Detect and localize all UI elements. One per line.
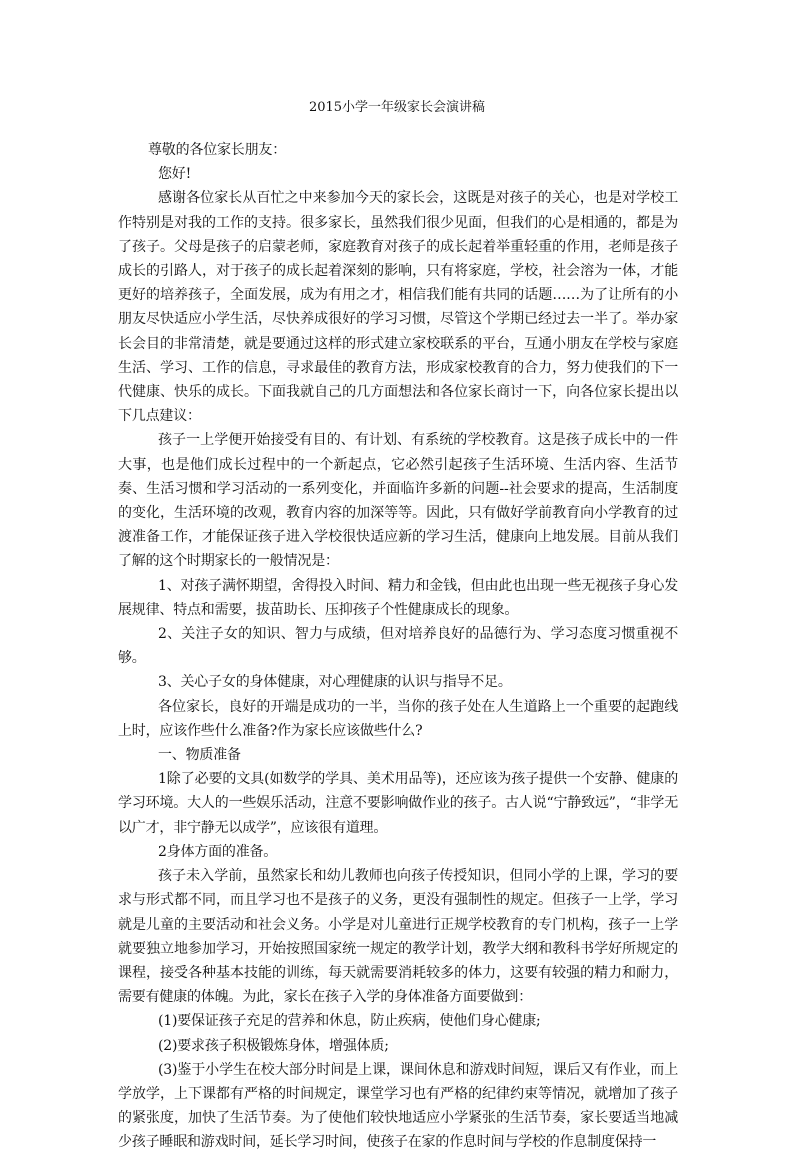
section-heading: 一、物质准备 bbox=[158, 747, 241, 764]
paragraph: 1除了必要的文具(如数学的学具、美术用品等)，还应该为孩子提供一个安静、健康的学习环境。大人的一些娱乐活动，注意不要影响做作业的孩子。古人说“宁静致远”，“非学无以广才，非宁静无以成学”，应该很有道理。 bbox=[118, 771, 678, 836]
list-item: (3)鉴于小学生在校大部分时间是上课，课间休息和游戏时间短，课后又有作业，而上学放学，上下课都有严格的时间规定，课堂学习也有严格的纪律约束等情况，就增加了孩子的紧张度，加快了生活节奏。为了使他们较快地适应小学紧张的生活节奏，家长要适当地减少孩子睡眠和游戏时间，延长学习时间，使孩子在家的作息时间与学校的作息制度保持一 bbox=[118, 1061, 678, 1151]
salutation: 尊敬的各位家长朋友： bbox=[148, 142, 286, 158]
paragraph: 各位家长，良好的开端是成功的一半，当你的孩子处在人生道路上一个重要的起跑线上时，应该作些什么准备?作为家长应该做些什么? bbox=[118, 698, 678, 739]
paragraph: 孩子一上学便开始接受有目的、有计划、有系统的学校教育。这是孩子成长中的一件大事，也是他们成长过程中的一个新起点，它必然引起孩子生活环境、生活内容、生活节奏、生活习惯和学习活动的一系列变化，并面临许多新的问题--社会要求的提高，生活制度的变化，生活环境的改观，教育内容的加深等等。因此，只有做好学前教育向小学教育的过渡准备工作，才能保证孩子进入学校很快适应新的学习生活，健康向上地发展。目前从我们了解的这个时期家长的一般情况是： bbox=[118, 432, 678, 570]
list-item: 2、关注子女的知识、智力与成绩，但对培养良好的品德行为、学习态度习惯重视不够。 bbox=[118, 626, 678, 667]
subsection-heading: 2身体方面的准备。 bbox=[158, 843, 278, 860]
list-item: 3、关心子女的身体健康，对心理健康的认识与指导不足。 bbox=[158, 674, 512, 691]
document-title: 2015小学一年级家长会演讲稿 bbox=[308, 100, 486, 115]
list-item: (1)要保证孩子充足的营养和休息，防止疾病，使他们身心健康; bbox=[158, 1013, 541, 1030]
list-item: (2)要求孩子积极锻炼身体，增强体质; bbox=[158, 1037, 389, 1054]
list-item: 1、对孩子满怀期望，舍得投入时间、精力和金钱，但由此也出现一些无视孩子身心发展规律、特点和需要，拔苗助长、压抑孩子个性健康成长的现象。 bbox=[118, 577, 678, 618]
paragraph: 孩子未入学前，虽然家长和幼儿教师也向孩子传授知识，但同小学的上课，学习的要求与形式都不同，而且学习也不是孩子的义务，更没有强制性的规定。但孩子一上学，学习就是儿童的主要活动和社会义务。小学是对儿童进行正规学校教育的专门机构，孩子一上学就要独立地参加学习，开始按照国家统一规定的教学计划，教学大纲和教科书学好所规定的课程，接受各种基本技能的训练，每天就需要消耗较多的体力，这要有较强的精力和耐力，需要有健康的体魄。为此，家长在孩子入学的身体准备方面要做到： bbox=[118, 868, 678, 1006]
document-body bbox=[118, 138, 678, 1155]
paragraph: 感谢各位家长从百忙之中来参加今天的家长会，这既是对孩子的关心，也是对学校工作特别是对我的工作的支持。很多家长，虽然我们很少见面，但我们的心是相通的，都是为了孩子。父母是孩子的启蒙老师，家庭教育对孩子的成长起着举重轻重的作用，老师是孩子成长的引路人，对于孩子的成长起着深刻的影响，只有将家庭，学校，社会溶为一体，才能更好的培养孩子，全面发展，成为有用之才，相信我们能有共同的话题……为了让所有的小朋友尽快适应小学生活，尽快养成很好的学习习惯，尽管这个学期已经过去一半了。举办家长会目的非常清楚，就是要通过这样的形式建立家校联系的平台，互通小朋友在学校与家庭生活、学习、工作的信息，寻求最佳的教育方法，形成家校教育的合力，努力使我们的下一代健康、快乐的成长。下面我就自己的几方面想法和各位家长商讨一下，向各位家长提出以下几点建议： bbox=[118, 190, 678, 425]
greeting: 您好! bbox=[158, 166, 192, 183]
